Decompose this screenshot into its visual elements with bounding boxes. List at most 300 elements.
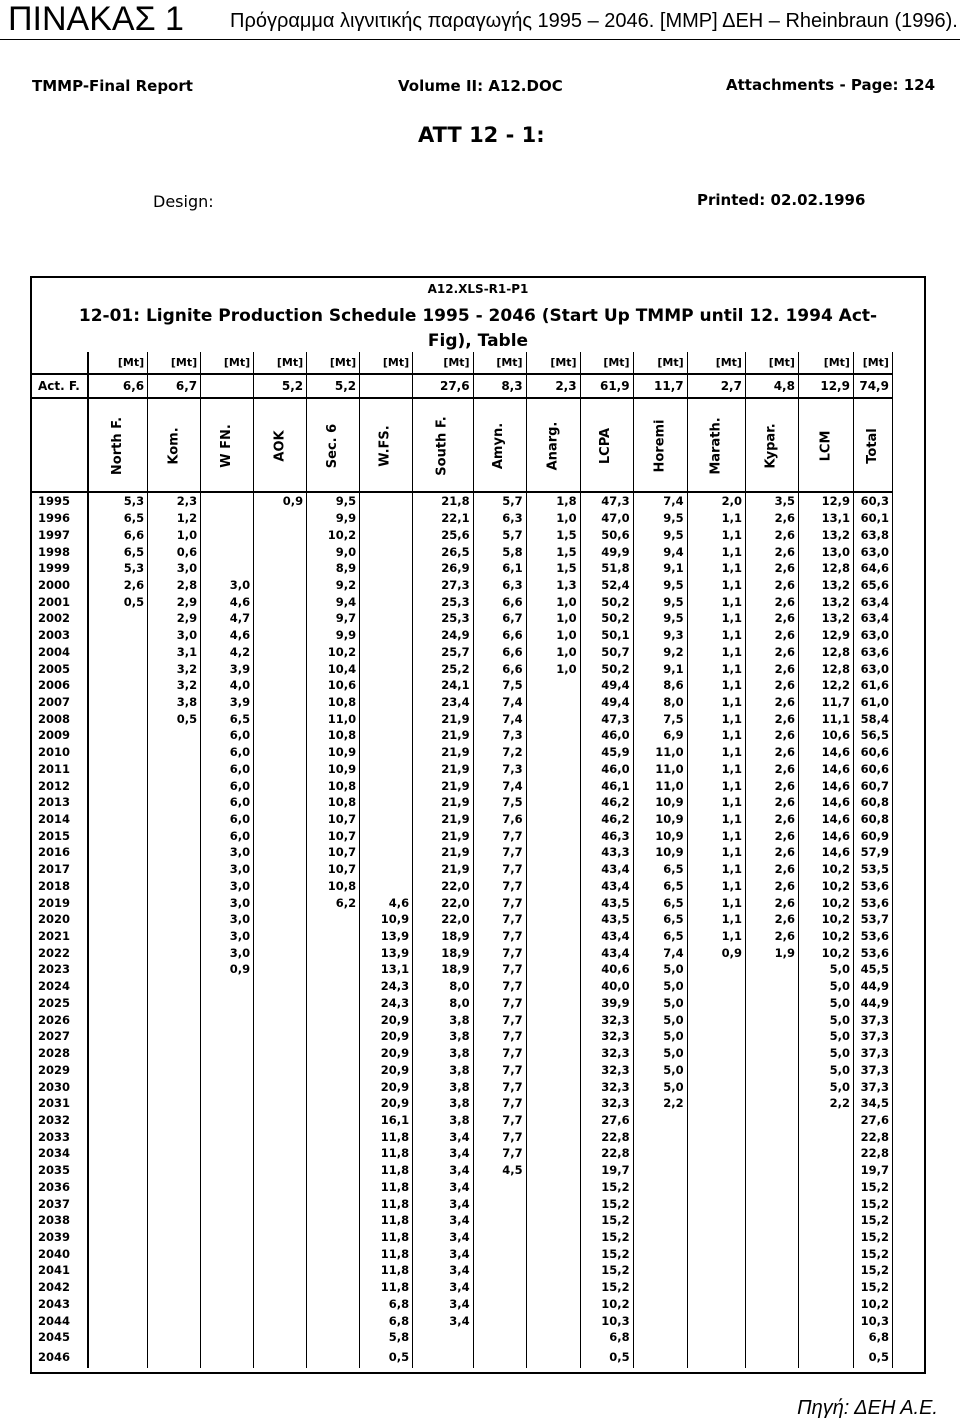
value-cell: 40,0 (580, 978, 633, 995)
value-cell (307, 911, 360, 928)
column-header-blank (30, 398, 88, 492)
value-cell (633, 1279, 687, 1296)
table-row (30, 1346, 892, 1368)
value-cell (254, 777, 307, 794)
value-cell: 5,0 (798, 1078, 853, 1095)
value-cell: 7,2 (473, 744, 526, 761)
value-cell: 1,1 (687, 777, 745, 794)
value-cell (360, 811, 413, 828)
value-cell: 0,5 (580, 1346, 633, 1368)
value-cell (148, 1061, 201, 1078)
value-cell: 25,2 (413, 660, 473, 677)
value-cell (201, 1229, 254, 1246)
value-cell: 2,6 (745, 861, 798, 878)
value-cell (201, 1245, 254, 1262)
value-cell (633, 1312, 687, 1329)
actual-figure-cell: 4,8 (745, 374, 798, 398)
value-cell: 46,2 (580, 811, 633, 828)
value-cell (201, 1346, 254, 1368)
table-row (30, 1078, 892, 1095)
value-cell: 6,0 (201, 794, 254, 811)
value-cell: 46,0 (580, 727, 633, 744)
value-cell (526, 1329, 580, 1346)
value-cell: 1,9 (745, 944, 798, 961)
value-cell: 8,9 (307, 560, 360, 577)
value-cell (360, 744, 413, 761)
value-cell: 6,0 (201, 827, 254, 844)
year-cell: 2005 (30, 660, 88, 677)
year-cell: 1998 (30, 543, 88, 560)
value-cell (201, 526, 254, 543)
value-cell (88, 1245, 148, 1262)
value-cell (798, 1279, 853, 1296)
value-cell (201, 560, 254, 577)
column-header (254, 398, 307, 492)
table-row (30, 710, 892, 727)
value-cell (526, 1145, 580, 1162)
value-cell (633, 1112, 687, 1129)
table-row (30, 1095, 892, 1112)
value-cell: 0,9 (254, 492, 307, 510)
value-cell (254, 526, 307, 543)
value-cell: 18,9 (413, 944, 473, 961)
value-cell (526, 777, 580, 794)
value-cell (254, 710, 307, 727)
value-cell: 7,7 (473, 1095, 526, 1112)
value-cell: 15,2 (853, 1195, 892, 1212)
value-cell: 22,0 (413, 911, 473, 928)
value-cell: 25,6 (413, 526, 473, 543)
year-cell: 2003 (30, 627, 88, 644)
value-cell: 5,0 (633, 1045, 687, 1062)
value-cell: 15,2 (580, 1279, 633, 1296)
value-cell (201, 1028, 254, 1045)
year-cell: 2013 (30, 794, 88, 811)
value-cell (360, 643, 413, 660)
value-cell: 1,0 (526, 627, 580, 644)
value-cell (88, 627, 148, 644)
value-cell: 10,4 (307, 660, 360, 677)
value-cell (473, 1245, 526, 1262)
value-cell: 6,2 (307, 894, 360, 911)
value-cell: 15,2 (580, 1229, 633, 1246)
value-cell: 2,6 (745, 777, 798, 794)
value-cell: 46,0 (580, 761, 633, 778)
value-cell: 11,8 (360, 1229, 413, 1246)
value-cell: 50,2 (580, 593, 633, 610)
year-cell: 2019 (30, 894, 88, 911)
value-cell: 9,5 (633, 510, 687, 527)
actual-figure-cell: 5,2 (307, 374, 360, 398)
value-cell (360, 861, 413, 878)
value-cell (526, 1262, 580, 1279)
value-cell: 6,5 (633, 878, 687, 895)
value-cell (88, 1061, 148, 1078)
value-cell (88, 1095, 148, 1112)
value-cell (88, 761, 148, 778)
value-cell: 46,1 (580, 777, 633, 794)
table-row (30, 961, 892, 978)
value-cell: 5,3 (88, 492, 148, 510)
value-cell (360, 627, 413, 644)
value-cell: 8,6 (633, 677, 687, 694)
table-row (30, 1195, 892, 1212)
value-cell: 13,2 (798, 577, 853, 594)
value-cell (254, 1028, 307, 1045)
value-cell (798, 1312, 853, 1329)
value-cell: 53,6 (853, 944, 892, 961)
year-cell: 2001 (30, 593, 88, 610)
value-cell: 6,0 (201, 744, 254, 761)
value-cell: 1,2 (148, 510, 201, 527)
value-cell (413, 1329, 473, 1346)
value-cell: 3,4 (413, 1312, 473, 1329)
value-cell (88, 995, 148, 1012)
value-cell (307, 1045, 360, 1062)
year-cell: 2035 (30, 1162, 88, 1179)
table-row (30, 777, 892, 794)
year-cell: 2039 (30, 1229, 88, 1246)
value-cell: 49,9 (580, 543, 633, 560)
year-cell: 2032 (30, 1112, 88, 1129)
value-cell: 1,1 (687, 827, 745, 844)
value-cell: 0,9 (201, 961, 254, 978)
value-cell: 6,0 (201, 727, 254, 744)
table-row (30, 1162, 892, 1179)
value-cell: 1,5 (526, 543, 580, 560)
table-row (30, 794, 892, 811)
value-cell: 47,3 (580, 710, 633, 727)
column-header (526, 398, 580, 492)
value-cell: 11,8 (360, 1245, 413, 1262)
value-cell (360, 492, 413, 510)
value-cell: 2,6 (745, 593, 798, 610)
value-cell: 37,3 (853, 1028, 892, 1045)
value-cell: 50,7 (580, 643, 633, 660)
unit-cell: [Mt] (745, 352, 798, 374)
value-cell: 10,7 (307, 861, 360, 878)
table-row (30, 1262, 892, 1279)
value-cell: 4,6 (201, 593, 254, 610)
value-cell: 2,2 (633, 1095, 687, 1112)
value-cell (254, 1229, 307, 1246)
value-cell: 2,8 (148, 577, 201, 594)
value-cell: 10,6 (307, 677, 360, 694)
value-cell: 7,7 (473, 844, 526, 861)
value-cell: 2,0 (687, 492, 745, 510)
value-cell (687, 1312, 745, 1329)
value-cell: 7,7 (473, 928, 526, 945)
value-cell (254, 660, 307, 677)
value-cell (201, 1296, 254, 1313)
table-row (30, 1011, 892, 1028)
value-cell (473, 1296, 526, 1313)
year-cell: 2040 (30, 1245, 88, 1262)
value-cell: 50,1 (580, 627, 633, 644)
value-cell (745, 1145, 798, 1162)
value-cell (360, 577, 413, 594)
value-cell: 21,9 (413, 777, 473, 794)
value-cell: 7,4 (633, 944, 687, 961)
value-cell (88, 727, 148, 744)
value-cell: 1,5 (526, 526, 580, 543)
year-cell: 2038 (30, 1212, 88, 1229)
value-cell: 5,0 (633, 1061, 687, 1078)
value-cell: 56,5 (853, 727, 892, 744)
value-cell: 2,6 (745, 526, 798, 543)
value-cell (526, 1212, 580, 1229)
value-cell: 20,9 (360, 1045, 413, 1062)
value-cell (254, 727, 307, 744)
value-cell (254, 1061, 307, 1078)
column-header-label: Kypar. (763, 422, 779, 469)
value-cell (148, 744, 201, 761)
value-cell (88, 610, 148, 627)
value-cell (254, 911, 307, 928)
value-cell: 6,6 (88, 526, 148, 543)
unit-cell: [Mt] (526, 352, 580, 374)
value-cell (745, 1178, 798, 1195)
value-cell (88, 928, 148, 945)
value-cell (254, 1212, 307, 1229)
value-cell: 6,6 (473, 643, 526, 660)
value-cell (360, 727, 413, 744)
column-header (798, 398, 853, 492)
year-cell: 2042 (30, 1279, 88, 1296)
year-cell: 2026 (30, 1011, 88, 1028)
value-cell: 1,1 (687, 526, 745, 543)
value-cell: 21,9 (413, 727, 473, 744)
value-cell: 20,9 (360, 1095, 413, 1112)
value-cell: 10,9 (307, 761, 360, 778)
value-cell: 22,1 (413, 510, 473, 527)
value-cell: 2,6 (745, 694, 798, 711)
value-cell (307, 1028, 360, 1045)
value-cell: 32,3 (580, 1028, 633, 1045)
value-cell (254, 1346, 307, 1368)
value-cell: 6,5 (201, 710, 254, 727)
value-cell: 3,8 (413, 1045, 473, 1062)
unit-cell: [Mt] (201, 352, 254, 374)
value-cell: 7,5 (633, 710, 687, 727)
value-cell (254, 1178, 307, 1195)
value-cell: 7,4 (633, 492, 687, 510)
report-name: TMMP-Final Report (32, 77, 193, 95)
value-cell: 27,6 (580, 1112, 633, 1129)
value-cell: 11,0 (633, 744, 687, 761)
value-cell (307, 961, 360, 978)
value-cell (687, 1296, 745, 1313)
value-cell: 1,1 (687, 677, 745, 694)
actual-figure-cell: 8,3 (473, 374, 526, 398)
value-cell (148, 1095, 201, 1112)
value-cell (633, 1296, 687, 1313)
value-cell (473, 1329, 526, 1346)
value-cell: 3,8 (413, 1011, 473, 1028)
value-cell (473, 1279, 526, 1296)
value-cell: 3,4 (413, 1212, 473, 1229)
value-cell (526, 1229, 580, 1246)
value-cell: 3,8 (413, 1112, 473, 1129)
value-cell (148, 995, 201, 1012)
year-cell: 2027 (30, 1028, 88, 1045)
value-cell (687, 1011, 745, 1028)
value-cell: 15,2 (580, 1212, 633, 1229)
value-cell (526, 995, 580, 1012)
value-cell (254, 928, 307, 945)
year-cell: 2046 (30, 1346, 88, 1368)
value-cell: 0,5 (360, 1346, 413, 1368)
value-cell: 21,8 (413, 492, 473, 510)
value-cell (148, 1011, 201, 1028)
actual-figures-label: Act. F. (30, 374, 88, 398)
table-row (30, 492, 892, 510)
value-cell: 12,2 (798, 677, 853, 694)
value-cell: 7,4 (473, 694, 526, 711)
value-cell (88, 1112, 148, 1129)
value-cell (798, 1195, 853, 1212)
production-table (30, 352, 893, 1368)
value-cell: 2,6 (745, 577, 798, 594)
value-cell: 6,9 (633, 727, 687, 744)
value-cell: 11,1 (798, 710, 853, 727)
value-cell: 10,9 (633, 794, 687, 811)
value-cell: 18,9 (413, 928, 473, 945)
value-cell (526, 1279, 580, 1296)
actual-figure-cell: 2,7 (687, 374, 745, 398)
value-cell: 4,7 (201, 610, 254, 627)
value-cell: 60,7 (853, 777, 892, 794)
value-cell (201, 510, 254, 527)
value-cell: 43,4 (580, 878, 633, 895)
value-cell: 2,6 (745, 761, 798, 778)
value-cell: 6,0 (201, 761, 254, 778)
value-cell: 3,0 (201, 878, 254, 895)
value-cell (254, 1312, 307, 1329)
value-cell: 6,0 (201, 811, 254, 828)
value-cell: 14,6 (798, 827, 853, 844)
value-cell: 14,6 (798, 761, 853, 778)
value-cell: 3,4 (413, 1262, 473, 1279)
value-cell: 10,2 (307, 526, 360, 543)
year-cell: 2021 (30, 928, 88, 945)
value-cell (201, 1078, 254, 1095)
value-cell: 46,2 (580, 794, 633, 811)
year-cell: 2016 (30, 844, 88, 861)
value-cell (526, 1346, 580, 1368)
value-cell (360, 761, 413, 778)
value-cell: 27,6 (853, 1112, 892, 1129)
value-cell: 32,3 (580, 1045, 633, 1062)
value-cell: 6,7 (473, 610, 526, 627)
value-cell: 6,5 (88, 543, 148, 560)
column-header-row (30, 398, 892, 492)
value-cell: 2,9 (148, 593, 201, 610)
table-file-name: A12.XLS-R1-P1 (427, 282, 529, 296)
value-cell (88, 710, 148, 727)
value-cell (798, 1178, 853, 1195)
value-cell: 5,0 (798, 1045, 853, 1062)
value-cell: 24,1 (413, 677, 473, 694)
year-cell: 2010 (30, 744, 88, 761)
table-row (30, 727, 892, 744)
value-cell (526, 911, 580, 928)
value-cell (473, 1262, 526, 1279)
value-cell (201, 1178, 254, 1195)
value-cell: 26,5 (413, 543, 473, 560)
value-cell: 3,0 (201, 844, 254, 861)
value-cell: 1,1 (687, 660, 745, 677)
value-cell (798, 1162, 853, 1179)
value-cell (307, 978, 360, 995)
value-cell: 43,5 (580, 894, 633, 911)
value-cell (360, 844, 413, 861)
value-cell (88, 1229, 148, 1246)
value-cell (254, 894, 307, 911)
value-cell (526, 761, 580, 778)
value-cell: 7,7 (473, 878, 526, 895)
table-row (30, 911, 892, 928)
value-cell (148, 1028, 201, 1045)
value-cell: 9,5 (633, 577, 687, 594)
value-cell: 11,8 (360, 1145, 413, 1162)
value-cell: 15,2 (853, 1178, 892, 1195)
source-note: Πηγή: ΔΕΗ Α.Ε. (797, 1397, 938, 1419)
value-cell (88, 1078, 148, 1095)
value-cell (88, 1329, 148, 1346)
value-cell: 3,9 (201, 660, 254, 677)
value-cell: 24,3 (360, 978, 413, 995)
value-cell (307, 1212, 360, 1229)
value-cell: 3,8 (413, 1095, 473, 1112)
value-cell (526, 861, 580, 878)
value-cell (687, 1145, 745, 1162)
value-cell (687, 1262, 745, 1279)
value-cell: 9,9 (307, 510, 360, 527)
column-header-label: LCPA (598, 427, 614, 464)
value-cell (254, 978, 307, 995)
value-cell: 61,6 (853, 677, 892, 694)
value-cell: 1,3 (526, 577, 580, 594)
table-row (30, 811, 892, 828)
value-cell: 26,9 (413, 560, 473, 577)
value-cell (201, 1045, 254, 1062)
value-cell: 3,0 (148, 560, 201, 577)
value-cell: 11,7 (798, 694, 853, 711)
value-cell (88, 944, 148, 961)
value-cell (307, 1061, 360, 1078)
value-cell: 32,3 (580, 1078, 633, 1095)
value-cell: 3,0 (201, 861, 254, 878)
page-caption: Πρόγραμμα λιγνιτικής παραγωγής 1995 – 2046. [MMP] ΔΕΗ – Rheinbraun (1996). (230, 10, 958, 32)
value-cell (526, 1128, 580, 1145)
value-cell (360, 878, 413, 895)
value-cell (254, 861, 307, 878)
value-cell (526, 1045, 580, 1062)
value-cell (88, 844, 148, 861)
value-cell (745, 1061, 798, 1078)
value-cell: 25,3 (413, 593, 473, 610)
value-cell: 7,5 (473, 794, 526, 811)
value-cell: 10,2 (853, 1296, 892, 1313)
design-label: Design: (153, 192, 214, 211)
value-cell: 5,0 (633, 1011, 687, 1028)
value-cell (254, 1078, 307, 1095)
value-cell (745, 1229, 798, 1246)
value-cell (88, 1128, 148, 1145)
year-cell: 2045 (30, 1329, 88, 1346)
value-cell (307, 1162, 360, 1179)
